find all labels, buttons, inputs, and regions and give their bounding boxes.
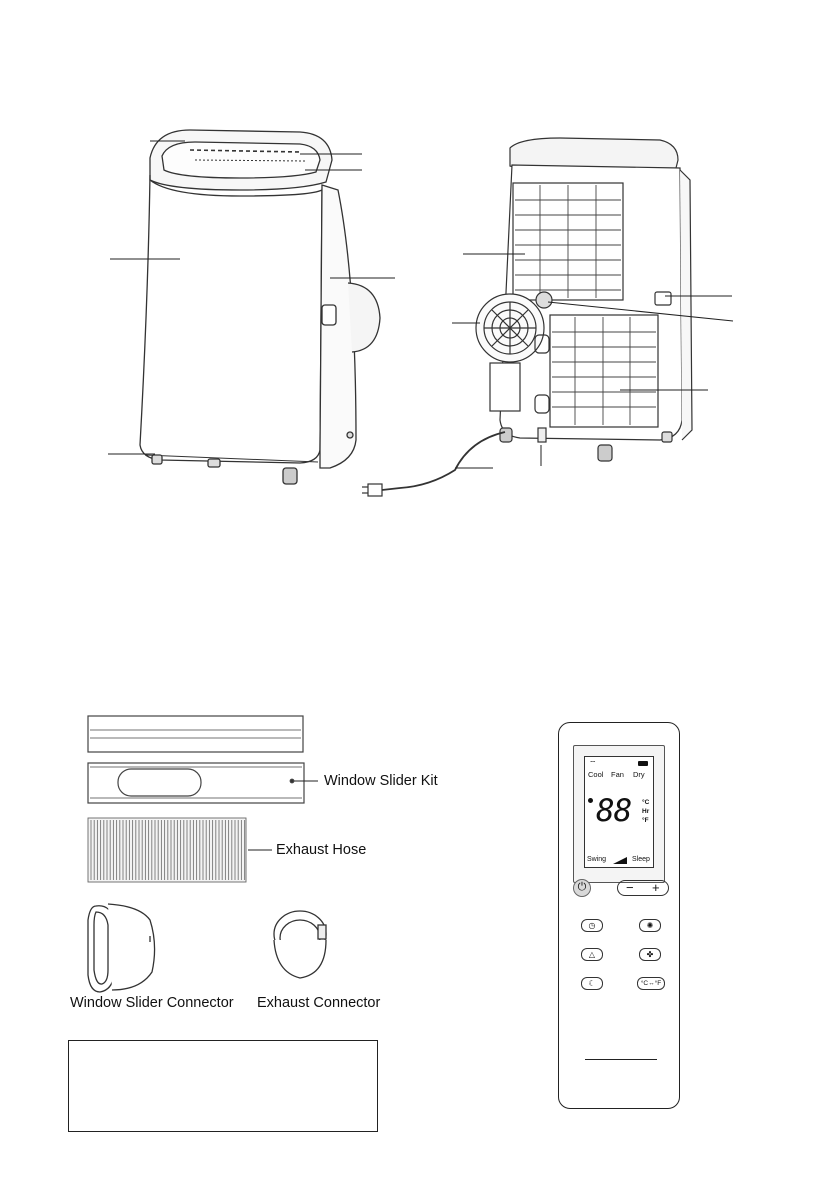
clock-icon: ◷ — [588, 921, 596, 930]
moon-icon: ☾ — [588, 979, 596, 988]
mode-button[interactable] — [639, 919, 661, 932]
temperature-adjust-rocker — [617, 880, 669, 896]
remote-lcd-screen — [584, 756, 654, 868]
unit-celsius: °C — [642, 799, 650, 806]
swing-indicator: Swing — [587, 856, 607, 863]
fan-speed-button[interactable] — [639, 948, 661, 961]
exhaust-connector-label: Exhaust Connector — [257, 995, 381, 1011]
window-slider-kit-label: Window Slider Kit — [324, 773, 438, 789]
exhaust-connector-drawing — [274, 911, 326, 978]
sleep-button[interactable] — [581, 977, 603, 990]
exhaust-hose-drawing — [88, 818, 272, 882]
mode-dry: Dry — [633, 770, 645, 779]
plus-button[interactable]: + — [652, 880, 660, 895]
exhaust-hose-label: Exhaust Hose — [276, 842, 367, 858]
wifi-icon: ⌔ — [589, 759, 597, 768]
power-button[interactable]: ⏻ — [573, 879, 591, 897]
sun-gear-icon: ✺ — [646, 921, 654, 930]
window-slider-connector-label: Window Slider Connector — [70, 995, 234, 1011]
timer-button[interactable] — [581, 919, 603, 932]
mode-fan: Fan — [611, 770, 624, 779]
fan-speed-bars-icon — [613, 857, 627, 864]
window-slider-connector-drawing — [88, 904, 155, 992]
fan-icon: ✤ — [646, 950, 654, 959]
unit-fahrenheit: °F — [642, 817, 649, 824]
window-slider-kit-drawing — [88, 716, 318, 803]
remote-divider — [585, 1059, 657, 1060]
unit-hour: Hr — [642, 808, 650, 815]
remote-display-frame — [573, 745, 665, 883]
timer-dot-icon — [588, 798, 593, 803]
minus-button[interactable]: − — [626, 880, 634, 895]
front-view-unit — [140, 130, 380, 484]
note-box — [68, 1040, 378, 1132]
temperature-unit-button[interactable]: °C↔°F — [637, 977, 665, 990]
remote-control — [558, 722, 680, 1109]
temperature-digits: 88 — [596, 793, 632, 829]
swing-button[interactable] — [581, 948, 603, 961]
back-view-unit — [362, 138, 692, 496]
mode-cool: Cool — [588, 770, 604, 779]
sleep-indicator: Sleep — [632, 856, 650, 863]
battery-icon — [638, 761, 648, 766]
swing-icon: △ — [588, 950, 596, 959]
